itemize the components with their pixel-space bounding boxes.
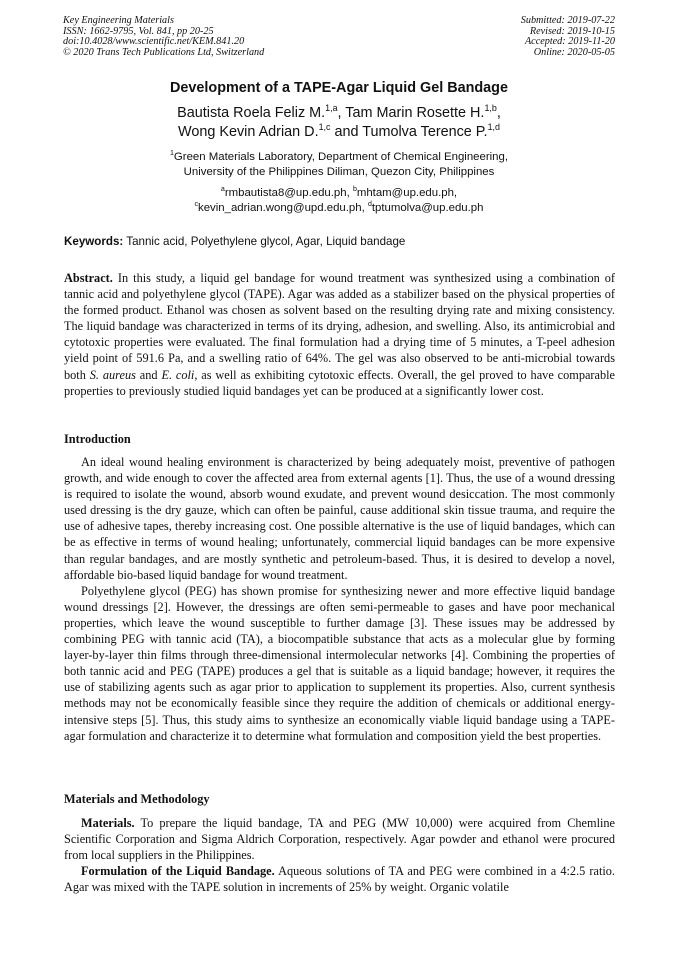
- author-list: Bautista Roela Feliz M.$^{1,a}$, Tam Marin Rosette H.$^{1,b}$, Wong Kevin Adrian D.$^{1,c}$ and Tumolva Terence P.$^{1,d}$: [177, 103, 501, 140]
- affiliation-line: University of the Philippines Diliman, Quezon City, Philippines: [183, 166, 495, 178]
- methods-body: [64, 815, 615, 895]
- subsection-label: Materials.: [81, 816, 135, 830]
- keywords-label: Keywords:: [64, 235, 124, 248]
- abstract-text: In this study, a liquid gel bandage for wound treatment was synthesized using a combination of tannic acid and polyethylene glycol (TAPE). Agar was added as a stabilizer based on the physical properties of the formed product. Ethanol was chosen as solvent based on the resulting drying rate and mixing consistency. The liquid bandage was characterized in terms of its drying, adhesion, and swelling. Also, its antimicrobial and cytotoxic properties were evaluated. The final formulation had a drying time of 5 minutes, a T-peel adhesion yield point of 591.6 Pa, and a swelling ratio of 64%. The gel was also observed to be anti-microbial towards both: [64, 271, 616, 382]
- author-name: Tumolva Terence P.: [362, 124, 488, 140]
- paper-title: Development of a TAPE-Agar Liquid Gel Bandage: [170, 80, 508, 96]
- journal-info: [63, 16, 264, 58]
- journal-issn: ISSN: 1662-9795, Vol. 841, pp 20-25: [63, 25, 214, 37]
- email-mark: a: [220, 186, 225, 194]
- author-emails: [0, 186, 678, 216]
- keywords-text: Tannic acid, Polyethylene glycol, Agar, Liquid bandage: [126, 235, 406, 248]
- author-affiliation-mark: 1,d: [487, 122, 500, 133]
- introduction-body: [64, 454, 615, 744]
- subsection-label: Formulation of the Liquid Bandage.: [81, 864, 275, 879]
- email-mark: c: [194, 201, 199, 209]
- keywords: [64, 235, 624, 248]
- abstract-text: , as well as exhibiting cytotoxic effects. Overall, the gel proved to have comparable properties to previously studied liquid bandages yet can be produced at a significantly lower cost.: [64, 367, 616, 398]
- email-link[interactable]: tptumolva@up.edu.ph: [371, 202, 484, 214]
- paragraph: Polyethylene glycol (PEG) has shown promise for synthesizing newer and more effective liquid bandage wound dressings [2]. However, the dressings are often semi-permeable to gases and have poor mechanical properties, which leave the wound susceptible to further damage [3]. These issues may be addressed by combining PEG with tannic acid (TA), a biocompatible substance that acts as a molecular glue by forming layer-by-layer thin films through three-dimensional intermolecular networks [4]. Combining the properties of both tannic acid and PEG (TAPE) produces a gel that is suitable as a liquid bandage; however, it requires the use of stabilizing agents such as agar prior to application to supplement its properties. Also, current synthesis methods may not be economically feasible since they require the addition of chemicals or additional energy-intensive steps [5]. Thus, this study aims to synthesize an economically viable liquid bandage using a TAPE-agar formulation and characterize it to determine what formulation and composition yield the best properties.: [64, 583, 615, 743]
- journal-doi: doi:10.4028/www.scientific.net/KEM.841.20: [63, 36, 245, 48]
- paragraph: Aqueous solutions of TA and PEG were combined in a 4:2.5 ratio. Agar was mixed with the TAPE solution in increments of 25% by weight. Organic volatile: [64, 864, 615, 895]
- date-submitted: Submitted: 2019-07-22: [520, 15, 615, 26]
- date-online: Online: 2020-05-05: [533, 46, 615, 58]
- author-affiliation-mark: 1,b: [484, 103, 497, 114]
- abstract: [64, 270, 615, 399]
- abstract-conjunction: and: [139, 367, 158, 382]
- author-name: Tam Marin Rosette H.: [345, 105, 485, 121]
- author-name: Bautista Roela Feliz M.: [177, 105, 326, 121]
- paragraph: An ideal wound healing environment is characterized by being adequately moist, preventive of pathogen growth, and wide enough to cover the affected area from external agents [1]. Thus, the use of a wound dressing is required to isolate the wound, absorb wound exudate, and prevent wound desiccation. The most commonly used dressing is the dry gauze, which can often be painful, cause additional skin tissue trauma, and require the use of adhesive tapes, thereby increasing cost. One possible alternative is the use of liquid bandages, which can be as effective in terms of wound healing; unfortunately, commercial liquid bandages can be more expensive than regular bandages, and are mostly synthetic and petroleum-based. Thus, it is desired to develop a novel, affordable bio-based liquid bandage for wound treatment.: [64, 455, 615, 582]
- affiliation-line: Green Materials Laboratory, Department of Chemical Engineering,: [173, 151, 508, 163]
- affiliation-mark: 1: [170, 150, 174, 158]
- author-affiliation-mark: 1,c: [318, 122, 331, 133]
- email-link[interactable]: rmbautista8@up.edu.ph,: [224, 187, 350, 199]
- organism-name: S. aureus: [89, 367, 136, 382]
- date-accepted: Accepted: 2019-11-20: [524, 36, 615, 48]
- email-link[interactable]: mhtam@up.edu.ph,: [356, 187, 458, 199]
- paragraph: To prepare the liquid bandage, TA and PEG (MW 10,000) were acquired from Chemline Scientific Corporation and Sigma Aldrich Corporation, respectively. Agar powder and ethanol were procured from local suppliers in the Philippines.: [64, 816, 616, 863]
- section-heading-introduction: Introduction: [64, 432, 131, 446]
- affiliation: [0, 150, 678, 180]
- email-mark: d: [367, 201, 372, 209]
- date-revised: Revised: 2019-10-15: [529, 25, 615, 37]
- submission-dates: [521, 16, 615, 58]
- email-link[interactable]: kevin_adrian.wong@upd.edu.ph,: [198, 202, 365, 214]
- email-mark: b: [352, 186, 357, 194]
- section-heading-methods: Materials and Methodology: [64, 792, 210, 806]
- author-conjunction: and: [334, 124, 359, 140]
- organism-name: E. coli: [161, 367, 195, 382]
- author-affiliation-mark: 1,a: [325, 103, 338, 114]
- journal-name: Key Engineering Materials: [63, 15, 174, 26]
- author-name: Wong Kevin Adrian D.: [178, 124, 319, 140]
- abstract-label: Abstract.: [64, 271, 113, 285]
- journal-copyright: © 2020 Trans Tech Publications Ltd, Switzerland: [63, 46, 265, 58]
